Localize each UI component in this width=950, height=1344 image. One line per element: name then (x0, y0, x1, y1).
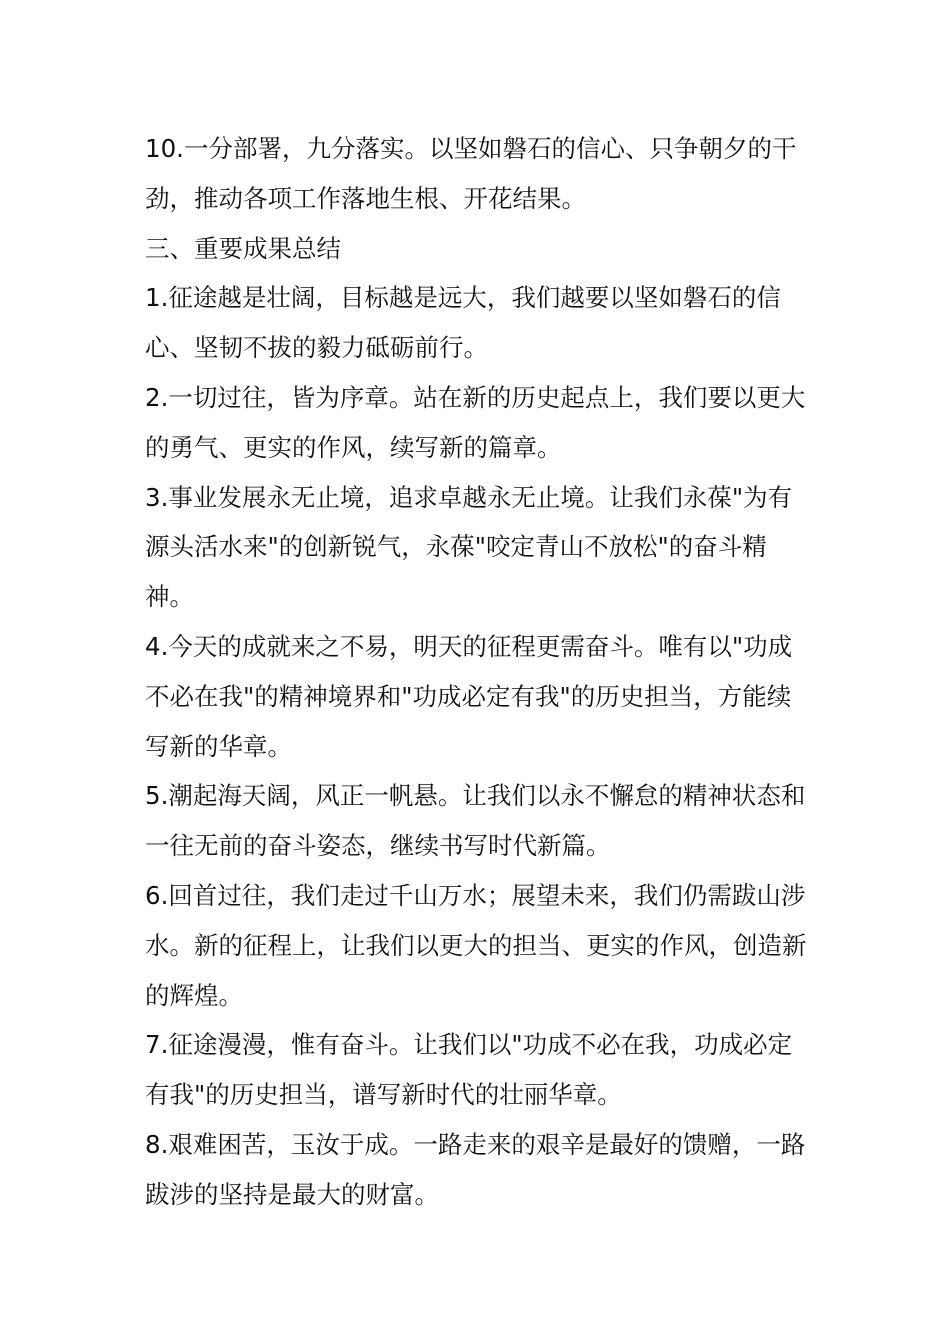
paragraph-item-4: 4.今天的成就来之不易，明天的征程更需奋斗。唯有以"功成不必在我"的精神境界和"功成必定有我"的历史担当，方能续写新的华章。 (145, 631, 793, 761)
section-heading: 三、重要成果总结 (145, 233, 341, 263)
paragraph-item-1: 1.征途越是壮阔，目标越是远大，我们越要以坚如磐石的信心、坚韧不拔的毅力砥砺前行。 (145, 283, 781, 363)
paragraph-item-10: 10.一分部署，九分落实。以坚如磐石的信心、只争朝夕的干劲，推动各项工作落地生根、开花结果。 (145, 134, 797, 213)
paragraph-item-2: 2.一切过往，皆为序章。站在新的历史起点上，我们要以更大的勇气、更实的作风，续写新的篇章。 (145, 382, 806, 462)
paragraph-item-5: 5.潮起海天阔，风正一帆悬。让我们以永不懈怠的精神状态和一往无前的奋斗姿态，继续书写时代新篇。 (145, 781, 806, 861)
paragraph-item-7: 7.征途漫漫，惟有奋斗。让我们以"功成不必在我，功成必定有我"的历史担当，谱写新时代的壮丽华章。 (145, 1030, 793, 1110)
document-body (145, 124, 809, 1220)
paragraph-item-3: 3.事业发展永无止境，追求卓越永无止境。让我们永葆"为有源头活水来"的创新锐气，永葆"咬定青山不放松"的奋斗精神。 (145, 482, 793, 612)
paragraph-item-6: 6.回首过往，我们走过千山万水；展望未来，我们仍需跋山涉水。新的征程上，让我们以更大的担当、更实的作风，创造新的辉煌。 (145, 880, 807, 1010)
paragraph-item-8: 8.艰难困苦，玉汝于成。一路走来的艰辛是最好的馈赠，一路跋涉的坚持是最大的财富。 (145, 1129, 806, 1209)
